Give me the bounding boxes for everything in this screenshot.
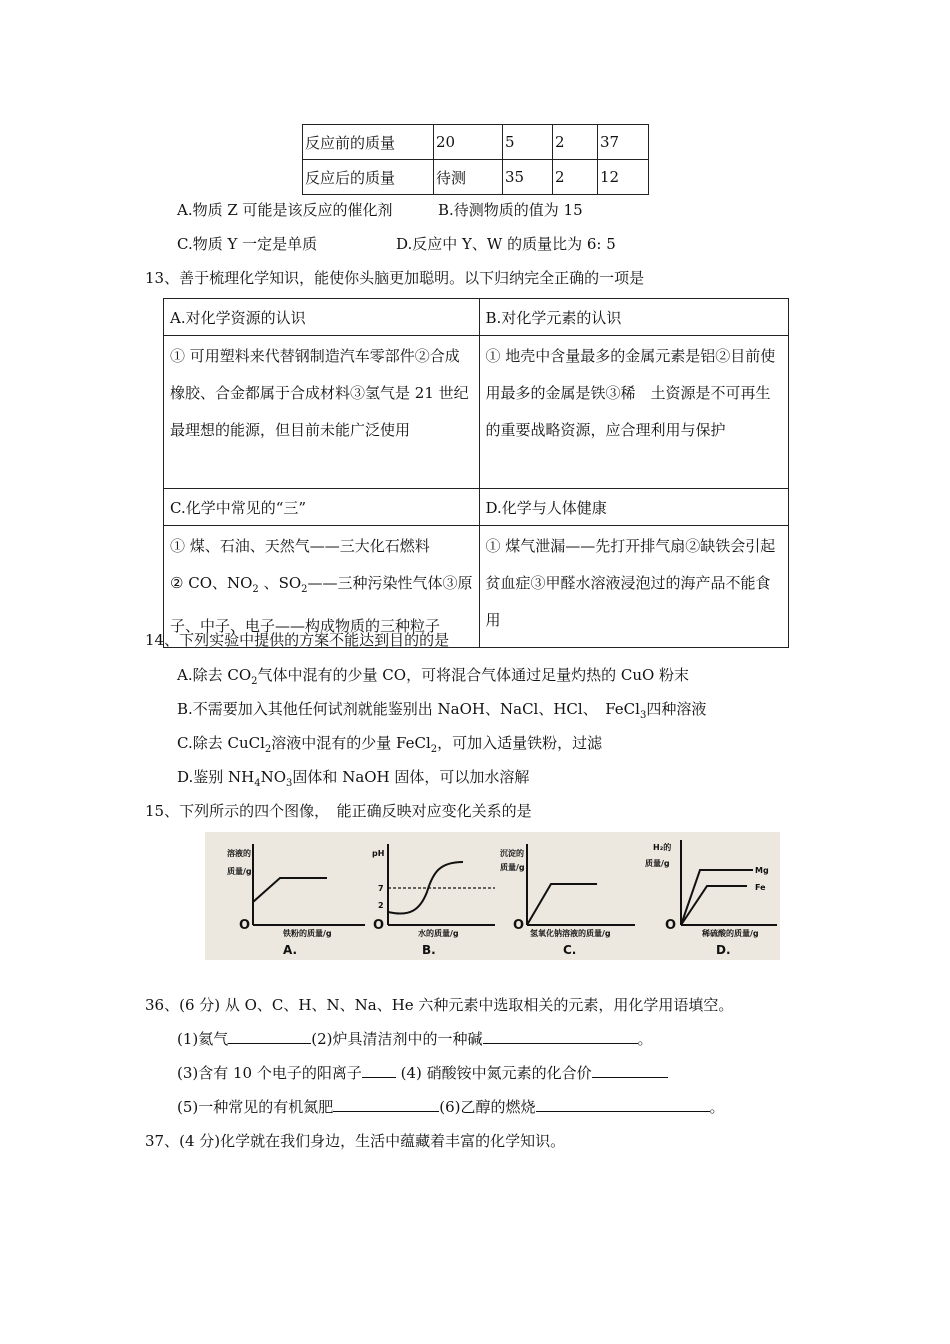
text-run: 、SO: [258, 574, 302, 592]
text-run: A.除去 CO: [177, 666, 252, 684]
table-cell: 37: [598, 125, 649, 160]
graph-letter: C.: [563, 943, 577, 957]
origin-label: O: [665, 918, 677, 933]
text-run: (5)一种常见的有机氮肥: [177, 1098, 334, 1116]
x-label: 水的质量/g: [418, 929, 459, 938]
q13-d-body: ① 煤气泄漏——先打开排气扇②缺铁会引起贫血症③甲醛水溶液浸泡过的海产品不能食用: [479, 526, 788, 648]
q36-line-1: [177, 1028, 653, 1049]
table-row: [164, 299, 789, 336]
q14-option-c: [177, 732, 602, 755]
text-run: NO: [260, 768, 287, 786]
tick-label: 2: [378, 901, 384, 910]
q12-option-d: D.反应中 Y、W 的质量比为 6: 5: [396, 235, 616, 253]
q12-option-a: A.物质 Z 可能是该反应的催化剂: [177, 201, 393, 219]
x-label: 氢氧化钠溶液的质量/g: [530, 929, 611, 938]
series-label-mg: Mg: [755, 866, 769, 875]
y-label: 质量/g: [500, 863, 525, 872]
answer-blank: [536, 1097, 710, 1112]
text-run: D.鉴别 NH: [177, 768, 255, 786]
y-label: 溶液的: [227, 849, 251, 858]
q13-a-title: A.对化学资源的认识: [164, 299, 480, 336]
text-run: 四种溶液: [646, 700, 707, 718]
table-row: [164, 489, 789, 526]
origin-label: O: [239, 918, 251, 933]
subscript: 2: [301, 584, 308, 595]
text-run: 。: [709, 1098, 725, 1116]
table-cell: 2: [553, 160, 598, 195]
answer-blank: [228, 1029, 311, 1044]
series-label-fe: Fe: [755, 883, 766, 892]
text-run: 固体和 NaOH 固体，可以加水溶解: [292, 768, 530, 786]
text-run: (3)含有 10 个电子的阳离子: [177, 1064, 362, 1082]
curve: [253, 878, 327, 902]
q13-stem: 13、善于梳理化学知识，能使你头脑更加聪明。以下归纳完全正确的一项是: [145, 269, 645, 287]
table-cell: 待测: [434, 160, 503, 195]
q13-c-line: [170, 565, 473, 608]
subscript: 3: [286, 778, 293, 789]
text-run: ② CO、NO: [170, 574, 253, 592]
graph-c: [500, 844, 635, 957]
q15-graphs-figure: [205, 832, 780, 960]
y-label: H₂的: [653, 843, 672, 852]
subscript: 2: [251, 676, 258, 687]
text-run: ，可加入适量铁粉，过滤: [437, 734, 603, 752]
y-label: 质量/g: [227, 867, 252, 876]
origin-label: O: [373, 918, 385, 933]
answer-blank: [362, 1063, 396, 1078]
x-label: 稀硫酸的质量/g: [702, 929, 759, 938]
y-label: pH: [372, 849, 385, 858]
graph-b: [372, 844, 495, 957]
graph-letter: A.: [283, 943, 298, 957]
q37-stem: 37、(4 分)化学就在我们身边，生活中蕴藏着丰富的化学知识。: [145, 1132, 566, 1150]
text-run: C.除去 CuCl: [177, 734, 265, 752]
q13-b-body: ① 地壳中含量最多的金属元素是铝②目前使用最多的金属是铁③稀 土资源是不可再生的重要战略资源，应合理利用与保护: [479, 336, 788, 489]
answer-blank: [592, 1063, 668, 1078]
table-cell: 35: [503, 160, 553, 195]
q13-c-line: 子、中子、电子——构成物质的三种粒子: [170, 617, 441, 635]
q15-stem: 15、下列所示的四个图像， 能正确反映对应变化关系的是: [145, 802, 532, 820]
subscript: 3: [639, 710, 647, 721]
y-label: 质量/g: [645, 859, 670, 868]
q12-option-c: C.物质 Y 一定是单质: [177, 235, 318, 253]
graph-letter: B.: [422, 943, 436, 957]
text-run: 溶液中混有的少量 FeCl: [271, 734, 431, 752]
text-run: ——三种污染性气体③原: [307, 574, 473, 592]
table-cell: 20: [434, 125, 503, 160]
x-label: 铁粉的质量/g: [283, 929, 332, 938]
q36-stem: 36、(6 分) 从 O、C、H、N、Na、He 六种元素中选取相关的元素，用化学用语填空。: [145, 996, 734, 1014]
text-run: 。: [637, 1030, 653, 1048]
text-run: B.不需要加入其他任何试剂就能鉴别出 NaOH、NaCl、HCl、 FeCl: [177, 700, 640, 718]
text-run: 气体中混有的少量 CO，可将混合气体通过足量灼热的 CuO 粉末: [257, 666, 690, 684]
q14-option-d: [177, 766, 529, 789]
table-cell: 12: [598, 160, 649, 195]
subscript: 2: [252, 584, 259, 595]
q13-c-title: C.化学中常见的“三”: [164, 489, 480, 526]
table-cell: 5: [503, 125, 553, 160]
q36-line-2: [177, 1062, 668, 1083]
answer-blank: [483, 1029, 638, 1044]
graph-d: [645, 840, 777, 957]
subscript: 2: [264, 744, 272, 755]
text-run: (6)乙醇的燃烧: [439, 1098, 536, 1116]
graph-a: [227, 844, 365, 957]
text-run: (4) 硝酸铵中氮元素的化合价: [395, 1064, 592, 1082]
graphs-svg: [205, 832, 780, 960]
subscript: 4: [254, 778, 261, 789]
table-cell: 2: [553, 125, 598, 160]
table-row: [303, 160, 649, 195]
origin-label: O: [513, 918, 525, 933]
q14-option-a: [177, 664, 689, 687]
graph-letter: D.: [716, 943, 731, 957]
mass-table: [302, 124, 649, 195]
q14-stem: 14、下列实验中提供的方案不能达到目的的是: [145, 631, 450, 649]
curve: [527, 884, 597, 925]
q13-b-title: B.对化学元素的认识: [479, 299, 788, 336]
text-run: (1)氦气: [177, 1030, 229, 1048]
table-cell: 反应前的质量: [303, 125, 434, 160]
q13-d-title: D.化学与人体健康: [479, 489, 788, 526]
text-run: (2)炉具清洁剂中的一种碱: [311, 1030, 483, 1048]
q13-c-line: ① 煤、石油、天然气——三大化石燃料: [170, 537, 430, 555]
y-label: 沉淀的: [500, 849, 524, 858]
table-cell: 反应后的质量: [303, 160, 434, 195]
tick-label: 7: [378, 884, 384, 893]
q13-table: [163, 298, 789, 648]
q12-option-b: B.待测物质的值为 15: [438, 201, 583, 219]
q36-line-3: [177, 1096, 725, 1117]
table-row: [164, 336, 789, 489]
curve-fe: [681, 886, 747, 925]
answer-blank: [333, 1097, 439, 1112]
curve-mg: [681, 870, 753, 925]
subscript: 2: [430, 744, 438, 755]
table-row: [303, 125, 649, 160]
q13-a-body: ① 可用塑料来代替钢制造汽车零部件②合成橡胶、合金都属于合成材料③氢气是 21 世纪最理想的能源，但目前未能广泛使用: [164, 336, 480, 489]
q14-option-b: [177, 698, 706, 721]
